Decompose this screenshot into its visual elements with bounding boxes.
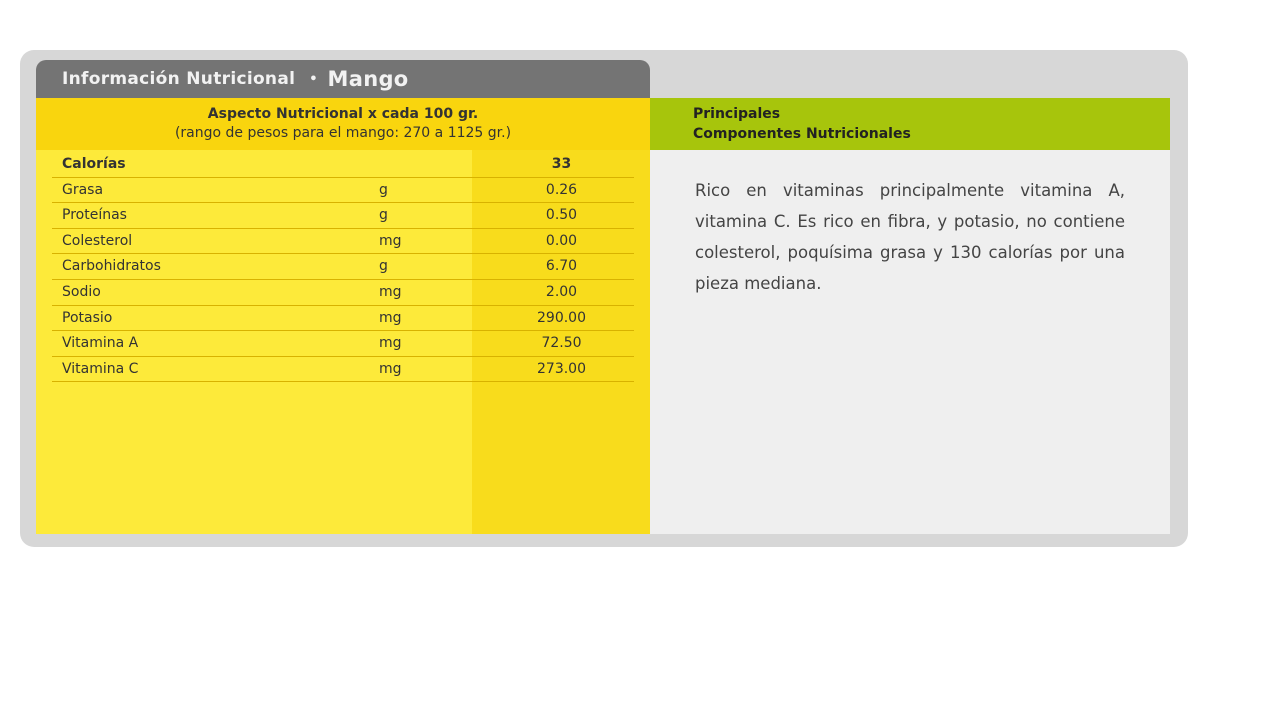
nutrition-table-heading: Aspecto Nutricional x cada 100 gr. — [207, 106, 479, 122]
table-row — [52, 306, 634, 332]
components-header — [650, 98, 1170, 150]
nutrient-name: Vitamina C — [62, 360, 139, 377]
components-description: Rico en vitaminas principalmente vitamina A, vitamina C. Es rico en fibra, y potasio, no contiene colesterol, poquísima grasa y 130 calorías por una pieza mediana. — [695, 181, 1125, 293]
weight-range-note: (rango de pesos para el mango: 270 a 1125 gr.) — [174, 125, 512, 141]
nutrient-unit — [379, 152, 489, 177]
nutrient-unit: mg — [379, 283, 402, 300]
components-heading-line1: Principales — [693, 106, 781, 122]
title-tab — [36, 60, 650, 98]
nutrient-unit: mg — [379, 232, 402, 249]
nutrient-value: 0.00 — [545, 232, 578, 249]
table-row — [52, 229, 634, 255]
table-row — [52, 254, 634, 280]
nutrient-value: 290.00 — [537, 309, 586, 326]
table-row — [52, 178, 634, 204]
nutrient-unit: mg — [379, 309, 402, 326]
nutrient-value: 273.00 — [537, 360, 586, 377]
nutrient-name: Colesterol — [62, 232, 133, 249]
nutrient-name: Carbohidratos — [62, 258, 161, 275]
nutrient-name: Calorías — [62, 156, 126, 172]
nutrient-unit: g — [379, 207, 388, 224]
components-panel — [650, 150, 1170, 534]
nutrition-card — [20, 50, 1188, 547]
table-row — [52, 331, 634, 357]
table-row — [52, 357, 634, 383]
nutrient-unit: mg — [379, 335, 402, 352]
nutrient-name: Proteínas — [62, 207, 127, 224]
nutrient-name: Grasa — [62, 181, 104, 198]
nutrition-rows — [52, 152, 634, 382]
page-title: Información Nutricional — [62, 69, 296, 89]
nutrient-value: 0.26 — [545, 181, 578, 198]
nutrient-unit: mg — [379, 360, 402, 377]
nutrition-table-panel — [36, 98, 650, 534]
nutrient-name: Vitamina A — [62, 335, 139, 352]
nutrient-name: Sodio — [62, 283, 101, 300]
nutrition-table-header — [36, 98, 650, 150]
nutrient-value: 33 — [551, 156, 572, 172]
nutrient-value: 2.00 — [545, 283, 578, 300]
title-bullet-icon: • — [309, 71, 318, 87]
table-row — [52, 152, 634, 178]
table-row — [52, 280, 634, 306]
nutrient-unit: g — [379, 258, 388, 275]
nutrient-name: Potasio — [62, 309, 113, 326]
fruit-name: Mango — [327, 67, 409, 91]
nutrient-unit: g — [379, 181, 388, 198]
nutrient-value: 6.70 — [545, 258, 578, 275]
components-heading-line2: Componentes Nutricionales — [693, 126, 911, 142]
nutrient-value: 0.50 — [545, 207, 578, 224]
nutrient-value: 72.50 — [541, 335, 582, 352]
table-row — [52, 203, 634, 229]
